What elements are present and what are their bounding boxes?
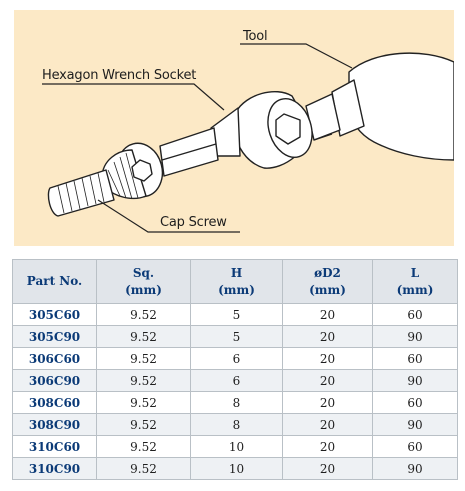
- sq-cell: 9.52: [97, 370, 191, 392]
- l-cell: 90: [373, 458, 458, 480]
- tool-body: [349, 53, 454, 160]
- sq-cell: 9.52: [97, 458, 191, 480]
- part-number: 308C60: [13, 392, 97, 414]
- h-cell: 8: [191, 414, 283, 436]
- sq-cell: 9.52: [97, 436, 191, 458]
- table-row: [13, 414, 458, 436]
- l-cell: 90: [373, 414, 458, 436]
- tool-leader: [240, 44, 352, 68]
- sq-cell: 9.52: [97, 348, 191, 370]
- d2-cell: 20: [283, 348, 373, 370]
- h-cell: 6: [191, 348, 283, 370]
- part-number: 310C60: [13, 436, 97, 458]
- part-number: 310C90: [13, 458, 97, 480]
- l-cell: 90: [373, 370, 458, 392]
- sq-cell: 9.52: [97, 326, 191, 348]
- d2-cell: 20: [283, 436, 373, 458]
- table-row: [13, 304, 458, 326]
- d2-cell: 20: [283, 414, 373, 436]
- d2-cell: 20: [283, 326, 373, 348]
- d2-cell: 20: [283, 370, 373, 392]
- table-row: [13, 348, 458, 370]
- header-l: L (mm): [373, 260, 458, 304]
- d2-cell: 20: [283, 458, 373, 480]
- tool-label: Tool: [243, 29, 268, 44]
- h-cell: 10: [191, 436, 283, 458]
- d2-cell: 20: [283, 392, 373, 414]
- product-illustration: [14, 10, 454, 246]
- socket-drawing: [14, 10, 454, 246]
- header-sq: Sq. (mm): [97, 260, 191, 304]
- table-row: [13, 370, 458, 392]
- header-row: [13, 260, 458, 304]
- l-cell: 90: [373, 326, 458, 348]
- d2-cell: 20: [283, 304, 373, 326]
- h-cell: 6: [191, 370, 283, 392]
- table-row: [13, 326, 458, 348]
- h-cell: 10: [191, 458, 283, 480]
- header-d2: øD2 (mm): [283, 260, 373, 304]
- h-cell: 5: [191, 326, 283, 348]
- l-cell: 60: [373, 436, 458, 458]
- l-cell: 60: [373, 304, 458, 326]
- sq-cell: 9.52: [97, 304, 191, 326]
- h-cell: 8: [191, 392, 283, 414]
- part-number: 308C90: [13, 414, 97, 436]
- part-number: 305C90: [13, 326, 97, 348]
- sq-cell: 9.52: [97, 414, 191, 436]
- h-cell: 5: [191, 304, 283, 326]
- l-cell: 60: [373, 392, 458, 414]
- socket-label: Hexagon Wrench Socket: [42, 68, 197, 83]
- part-number: 305C60: [13, 304, 97, 326]
- screw-label: Cap Screw: [160, 215, 227, 230]
- socket-leader: [42, 84, 224, 110]
- table-row: [13, 392, 458, 414]
- sq-cell: 9.52: [97, 392, 191, 414]
- spec-table: [12, 259, 458, 480]
- part-number: 306C90: [13, 370, 97, 392]
- table-row: [13, 436, 458, 458]
- header-h: H (mm): [191, 260, 283, 304]
- part-number: 306C60: [13, 348, 97, 370]
- table-row: [13, 458, 458, 480]
- screw-thread: [48, 170, 114, 216]
- header-part-no: Part No.: [13, 260, 97, 304]
- l-cell: 60: [373, 348, 458, 370]
